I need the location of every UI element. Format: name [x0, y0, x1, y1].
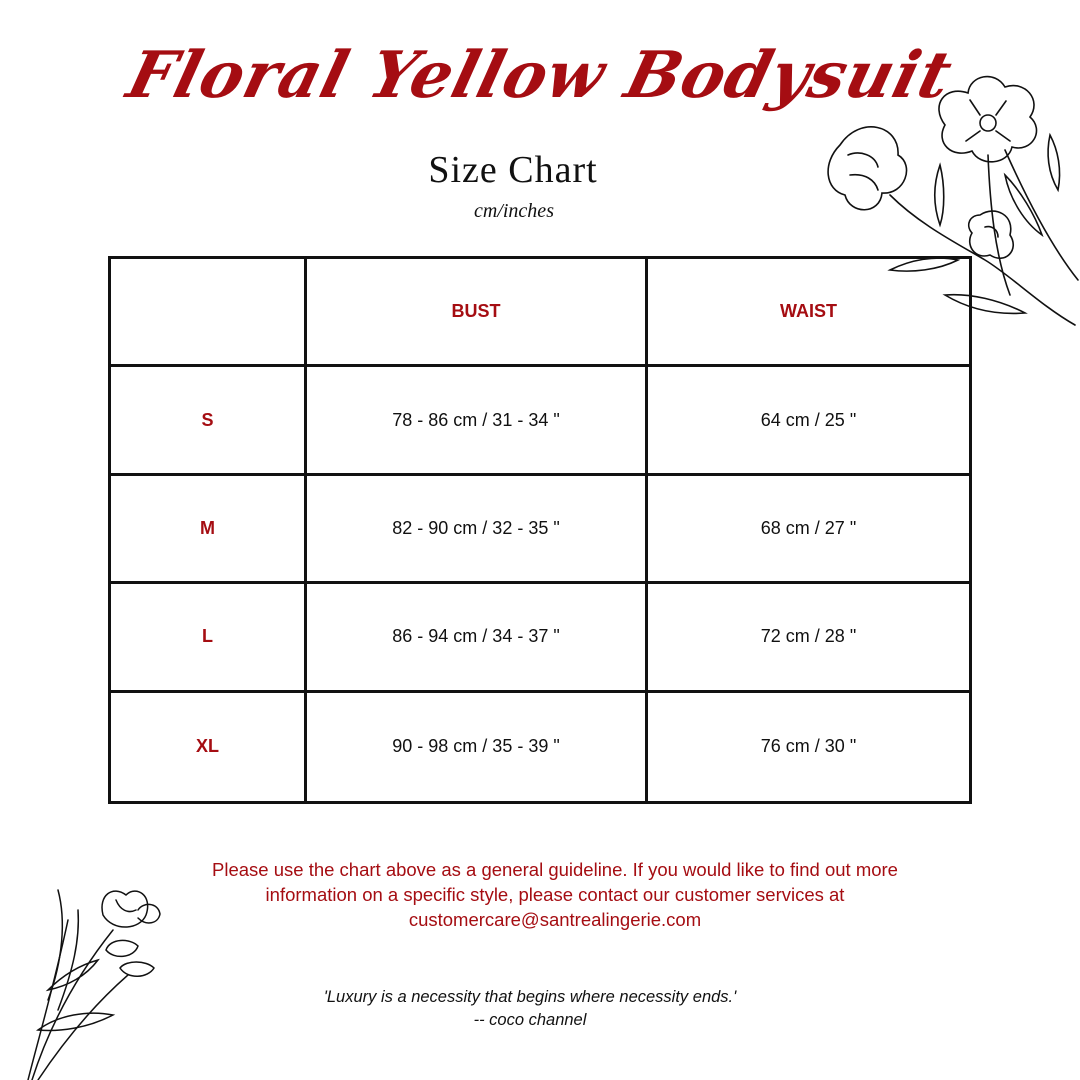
cell-bust-m: 82 - 90 cm / 32 - 35 " [307, 476, 648, 584]
row-size-xl: XL [111, 693, 307, 801]
guideline-note: Please use the chart above as a general guideline. If you would like to find out more information on a specific style, please contact our customer services at customercare@santrealingerie.com [212, 859, 898, 930]
row-size-s: S [111, 367, 307, 475]
cell-bust-xl: 90 - 98 cm / 35 - 39 " [307, 693, 648, 801]
column-header-waist: WAIST [648, 259, 969, 367]
column-header-bust: BUST [307, 259, 648, 367]
size-chart-table [108, 256, 972, 804]
floral-line-art-bottom-left-icon [18, 880, 178, 1080]
row-size-m: M [111, 476, 307, 584]
page-title: Floral Yellow Bodysuit [120, 38, 960, 113]
quote [260, 986, 800, 1032]
size-chart-heading: Size Chart [428, 149, 598, 191]
header-corner-cell [111, 259, 307, 367]
units-label: cm/inches [474, 200, 554, 222]
quote-author: -- coco channel [473, 1011, 587, 1029]
cell-bust-s: 78 - 86 cm / 31 - 34 " [307, 367, 648, 475]
cell-waist-s: 64 cm / 25 " [648, 367, 969, 475]
quote-text: 'Luxury is a necessity that begins where necessity ends.' [323, 988, 737, 1006]
cell-waist-xl: 76 cm / 30 " [760, 736, 857, 757]
cell-bust-l: 86 - 94 cm / 34 - 37 " [307, 584, 648, 692]
cell-waist-l: 72 cm / 28 " [648, 584, 969, 692]
row-size-l: L [111, 584, 307, 692]
cell-waist-m: 68 cm / 27 " [648, 476, 969, 584]
